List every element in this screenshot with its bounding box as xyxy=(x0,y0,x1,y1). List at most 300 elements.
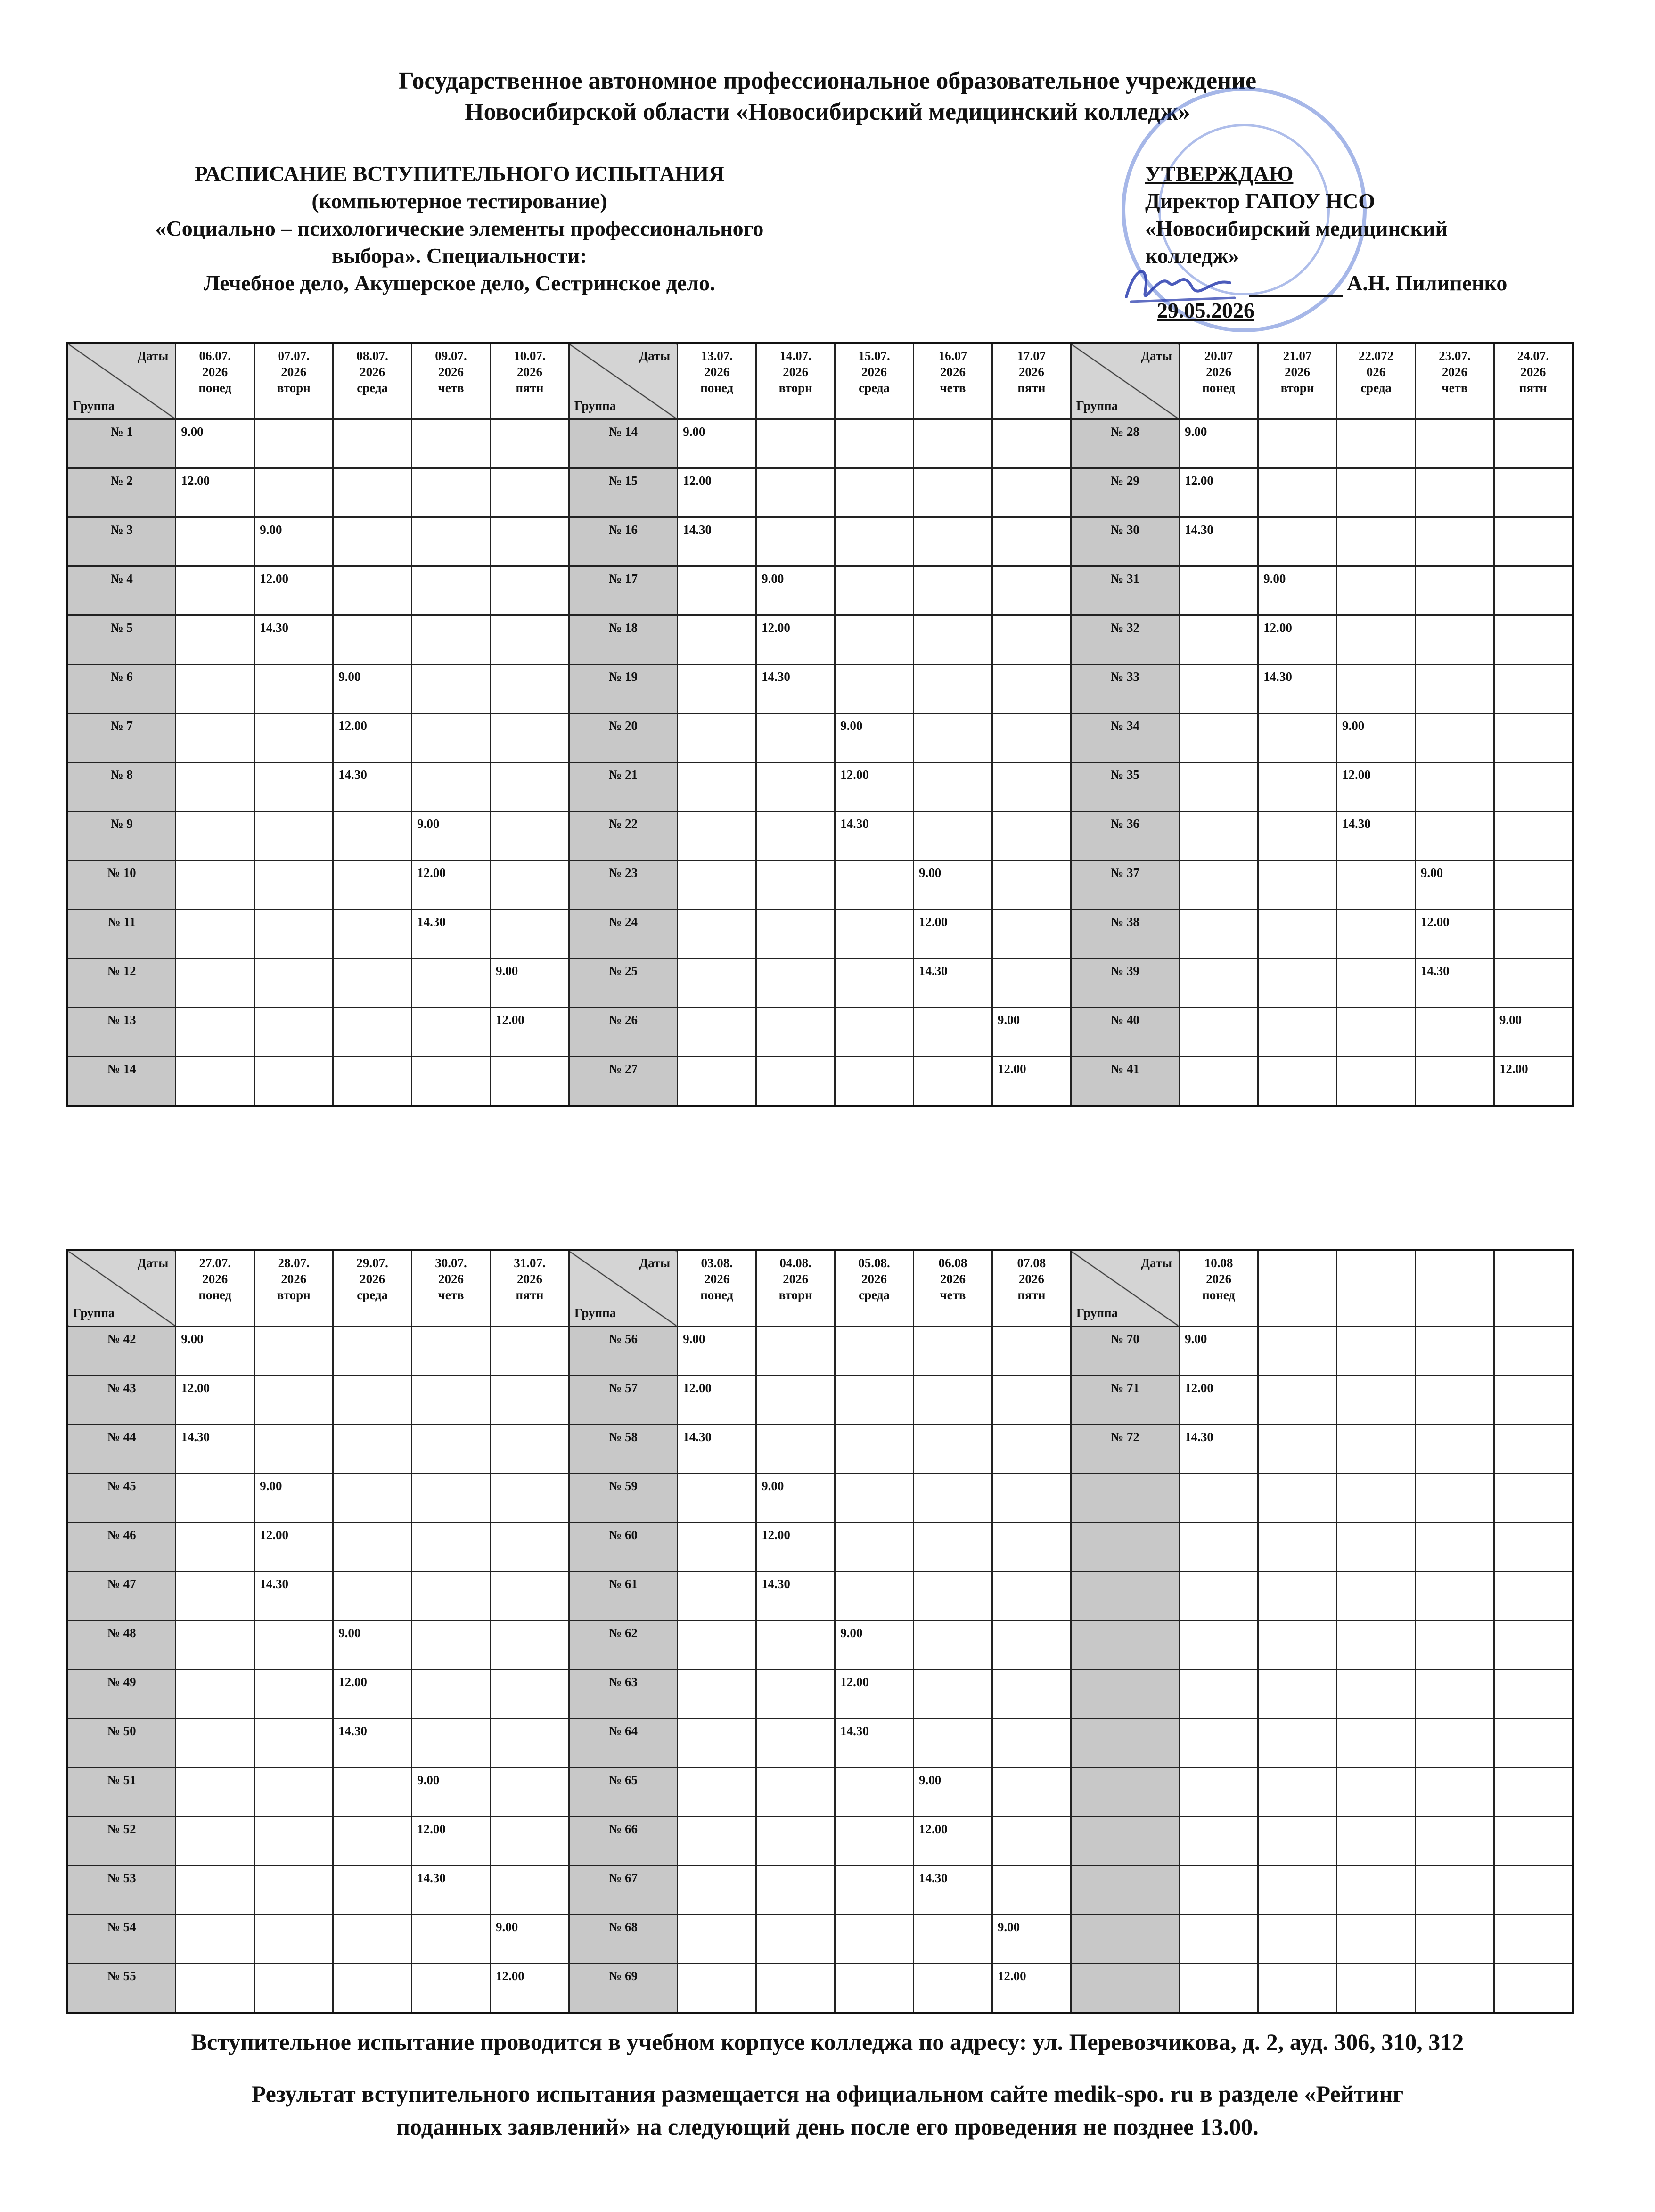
group-number-cell: № 37 xyxy=(1071,860,1179,909)
schedule-row xyxy=(67,959,1573,1008)
date-wd: понед xyxy=(700,1288,734,1302)
exam-time-cell xyxy=(835,1523,914,1572)
exam-time-cell xyxy=(491,1621,569,1670)
date-date: 07.07. xyxy=(278,349,310,363)
exam-time-cell xyxy=(756,713,835,762)
exam-time-cell xyxy=(1415,1670,1494,1719)
date-year: 2026 xyxy=(202,365,228,379)
exam-time-cell xyxy=(678,1719,756,1768)
exam-time-cell xyxy=(1258,1719,1337,1768)
exam-time-cell xyxy=(1337,419,1416,468)
exam-time-cell xyxy=(254,419,333,468)
exam-time-cell xyxy=(1258,1964,1337,2013)
exam-time-cell xyxy=(835,664,914,713)
exam-time-cell xyxy=(491,1670,569,1719)
exam-time-cell xyxy=(678,1768,756,1817)
exam-time-cell xyxy=(1258,1768,1337,1817)
schedule-row xyxy=(67,1572,1573,1621)
date-date: 09.07. xyxy=(435,349,467,363)
group-number-cell: № 56 xyxy=(569,1327,677,1376)
exam-time-cell xyxy=(1337,1327,1416,1376)
date-year: 2026 xyxy=(438,1272,464,1286)
exam-time-cell: 14.30 xyxy=(678,1425,756,1474)
exam-time-cell: 12.00 xyxy=(333,1670,412,1719)
exam-time-cell xyxy=(176,615,254,664)
dates-group-corner xyxy=(67,1250,176,1327)
date-header-cell xyxy=(1415,1250,1494,1327)
exam-time-cell xyxy=(914,664,992,713)
group-number-cell: № 24 xyxy=(569,909,677,959)
exam-time-cell xyxy=(254,1866,333,1915)
exam-time-cell xyxy=(678,762,756,811)
date-date: 14.07. xyxy=(779,349,811,363)
exam-time-cell xyxy=(992,1474,1071,1523)
exam-time-cell xyxy=(1337,1621,1416,1670)
exam-time-cell xyxy=(914,566,992,615)
exam-time-cell xyxy=(333,959,412,1008)
group-number-cell: № 19 xyxy=(569,664,677,713)
exam-time-cell xyxy=(1180,1474,1258,1523)
date-wd: среда xyxy=(859,381,890,395)
exam-time-cell: 9.00 xyxy=(678,419,756,468)
exam-time-cell xyxy=(491,1425,569,1474)
exam-time-cell: 14.30 xyxy=(835,1719,914,1768)
exam-time-cell xyxy=(1494,1376,1573,1425)
group-number-cell: № 38 xyxy=(1071,909,1179,959)
exam-time-cell xyxy=(1494,664,1573,713)
exam-time-cell xyxy=(1494,1523,1573,1572)
group-number-cell: № 29 xyxy=(1071,468,1179,517)
approval-signer-row xyxy=(1145,270,1569,297)
exam-location-note: Вступительное испытание проводится в учебном корпусе колледжа по адресу: ул. Перевозчикова, д. 2, ауд. 306, 310, 312 xyxy=(191,2029,1464,2055)
exam-time-cell xyxy=(1180,860,1258,909)
exam-time-cell xyxy=(756,1915,835,1964)
exam-time-cell xyxy=(1258,1008,1337,1057)
date-wd: четв xyxy=(438,381,464,395)
group-number-cell: № 39 xyxy=(1071,959,1179,1008)
exam-time-cell xyxy=(1258,1621,1337,1670)
group-number-cell: № 23 xyxy=(569,860,677,909)
exam-time-cell xyxy=(914,811,992,860)
exam-time-cell xyxy=(1494,1964,1573,2013)
date-year: 2026 xyxy=(281,1272,307,1286)
exam-time-cell xyxy=(992,1327,1071,1376)
exam-time-cell: 12.00 xyxy=(678,1376,756,1425)
dates-label: Даты xyxy=(1141,1256,1172,1270)
exam-time-cell xyxy=(835,1866,914,1915)
date-date: 16.07 xyxy=(938,349,967,363)
exam-time-cell xyxy=(914,419,992,468)
signature-line xyxy=(1249,277,1343,297)
exam-time-cell xyxy=(333,1817,412,1866)
group-number-cell xyxy=(1071,1719,1179,1768)
exam-time-cell xyxy=(1415,1866,1494,1915)
exam-time-cell xyxy=(1415,1474,1494,1523)
exam-time-cell xyxy=(254,1057,333,1106)
date-header-cell xyxy=(1180,1250,1258,1327)
exam-time-cell xyxy=(1337,517,1416,566)
group-number-cell: № 9 xyxy=(67,811,176,860)
exam-time-cell: 9.00 xyxy=(756,566,835,615)
exam-time-cell xyxy=(1180,1964,1258,2013)
group-number-cell: № 42 xyxy=(67,1327,176,1376)
date-header-cell xyxy=(1337,343,1416,419)
exam-time-cell xyxy=(1180,762,1258,811)
exam-time-cell xyxy=(1258,762,1337,811)
date-header-cell xyxy=(491,343,569,419)
exam-time-cell xyxy=(1494,1425,1573,1474)
exam-time-cell xyxy=(254,1376,333,1425)
exam-time-cell xyxy=(412,517,491,566)
date-wd: пятн xyxy=(1017,1288,1046,1302)
exam-time-cell xyxy=(1180,1719,1258,1768)
date-header-cell xyxy=(835,343,914,419)
exam-time-cell: 14.30 xyxy=(914,959,992,1008)
exam-time-cell xyxy=(412,1964,491,2013)
schedule-row xyxy=(67,1474,1573,1523)
exam-time-cell xyxy=(1415,468,1494,517)
exam-time-cell xyxy=(1415,1621,1494,1670)
exam-time-cell xyxy=(1337,959,1416,1008)
group-number-cell: № 68 xyxy=(569,1915,677,1964)
group-number-cell: № 21 xyxy=(569,762,677,811)
exam-time-cell xyxy=(176,517,254,566)
schedule-row xyxy=(67,811,1573,860)
exam-time-cell xyxy=(412,959,491,1008)
exam-time-cell: 9.00 xyxy=(1415,860,1494,909)
group-label: Группа xyxy=(1076,399,1118,413)
exam-time-cell xyxy=(678,1817,756,1866)
date-wd: пятн xyxy=(516,381,544,395)
exam-time-cell xyxy=(756,1670,835,1719)
exam-time-cell xyxy=(333,615,412,664)
exam-time-cell xyxy=(914,1425,992,1474)
exam-time-cell xyxy=(678,860,756,909)
group-number-cell: № 14 xyxy=(67,1057,176,1106)
group-number-cell: № 69 xyxy=(569,1964,677,2013)
dates-label: Даты xyxy=(137,1256,169,1270)
exam-time-cell xyxy=(176,959,254,1008)
dates-group-corner xyxy=(1071,1250,1179,1327)
exam-time-cell xyxy=(1494,1572,1573,1621)
exam-time-cell: 12.00 xyxy=(254,1523,333,1572)
exam-time-cell: 14.30 xyxy=(333,762,412,811)
exam-time-cell xyxy=(1258,517,1337,566)
exam-time-cell xyxy=(914,468,992,517)
group-number-cell: № 14 xyxy=(569,419,677,468)
exam-time-cell xyxy=(1337,1915,1416,1964)
exam-time-cell xyxy=(1337,1008,1416,1057)
exam-time-cell xyxy=(1180,1621,1258,1670)
exam-time-cell xyxy=(491,615,569,664)
group-number-cell: № 51 xyxy=(67,1768,176,1817)
exam-time-cell xyxy=(992,811,1071,860)
exam-time-cell xyxy=(254,713,333,762)
exam-time-cell xyxy=(412,615,491,664)
exam-time-cell xyxy=(412,1523,491,1572)
date-wd: четв xyxy=(940,1288,966,1302)
date-date: 08.07. xyxy=(356,349,388,363)
exam-time-cell xyxy=(254,909,333,959)
exam-time-cell xyxy=(1180,1915,1258,1964)
date-wd: пятн xyxy=(516,1288,544,1302)
exam-time-cell xyxy=(678,664,756,713)
exam-time-cell xyxy=(491,517,569,566)
date-date: 30.07. xyxy=(435,1256,467,1270)
group-number-cell: № 44 xyxy=(67,1425,176,1474)
exam-time-cell xyxy=(333,517,412,566)
group-number-cell: № 55 xyxy=(67,1964,176,2013)
exam-time-cell xyxy=(491,1768,569,1817)
dates-group-corner xyxy=(569,343,677,419)
exam-time-cell xyxy=(835,1572,914,1621)
date-date: 23.07. xyxy=(1439,349,1471,363)
exam-time-cell xyxy=(992,1719,1071,1768)
exam-time-cell xyxy=(835,1474,914,1523)
exam-time-cell xyxy=(678,1670,756,1719)
exam-time-cell: 12.00 xyxy=(412,1817,491,1866)
date-header-cell xyxy=(1415,343,1494,419)
exam-time-cell xyxy=(914,1008,992,1057)
group-number-cell: № 26 xyxy=(569,1008,677,1057)
exam-time-cell xyxy=(176,1964,254,2013)
exam-time-cell: 9.00 xyxy=(254,1474,333,1523)
exam-time-cell xyxy=(412,419,491,468)
exam-time-cell xyxy=(835,1008,914,1057)
exam-time-cell xyxy=(678,566,756,615)
group-number-cell: № 27 xyxy=(569,1057,677,1106)
exam-time-cell xyxy=(491,860,569,909)
exam-time-cell xyxy=(333,1376,412,1425)
date-header-cell xyxy=(914,343,992,419)
exam-time-cell xyxy=(254,959,333,1008)
dates-label: Даты xyxy=(639,349,671,363)
exam-time-cell xyxy=(992,1768,1071,1817)
approval-date: 29.05.2026 xyxy=(1157,298,1254,322)
exam-time-cell xyxy=(678,1008,756,1057)
exam-time-cell: 12.00 xyxy=(835,1670,914,1719)
exam-time-cell: 12.00 xyxy=(333,713,412,762)
exam-time-cell xyxy=(1415,566,1494,615)
exam-time-cell xyxy=(1180,1866,1258,1915)
group-number-cell: № 33 xyxy=(1071,664,1179,713)
date-header-cell xyxy=(254,1250,333,1327)
exam-time-cell xyxy=(254,1915,333,1964)
exam-time-cell xyxy=(491,1376,569,1425)
exam-time-cell: 12.00 xyxy=(176,468,254,517)
approval-org-line-1: «Новосибирский медицинский xyxy=(1145,216,1448,240)
exam-time-cell xyxy=(1180,1523,1258,1572)
exam-time-cell xyxy=(491,1866,569,1915)
exam-time-cell xyxy=(756,811,835,860)
exam-time-cell: 14.30 xyxy=(1415,959,1494,1008)
date-date: 10.07. xyxy=(514,349,546,363)
exam-time-cell: 12.00 xyxy=(914,1817,992,1866)
exam-time-cell xyxy=(914,762,992,811)
exam-time-cell xyxy=(835,468,914,517)
exam-time-cell xyxy=(678,1523,756,1572)
date-date: 28.07. xyxy=(278,1256,310,1270)
exam-time-cell: 12.00 xyxy=(678,468,756,517)
schedule-row xyxy=(67,1915,1573,1964)
date-year: 2026 xyxy=(783,365,809,379)
date-header-cell xyxy=(333,1250,412,1327)
date-header-cell xyxy=(1258,343,1337,419)
exam-time-cell xyxy=(491,468,569,517)
date-header-cell xyxy=(412,1250,491,1327)
group-number-cell: № 2 xyxy=(67,468,176,517)
exam-time-cell xyxy=(1180,713,1258,762)
exam-time-cell xyxy=(835,1915,914,1964)
date-year: 2026 xyxy=(704,365,730,379)
exam-time-cell xyxy=(1337,1572,1416,1621)
group-number-cell xyxy=(1071,1817,1179,1866)
exam-time-cell xyxy=(678,1621,756,1670)
group-number-cell: № 11 xyxy=(67,909,176,959)
date-year: 2026 xyxy=(704,1272,730,1286)
exam-time-cell xyxy=(992,1866,1071,1915)
exam-time-cell xyxy=(333,1008,412,1057)
exam-time-cell xyxy=(1494,959,1573,1008)
exam-time-cell xyxy=(1258,860,1337,909)
exam-time-cell xyxy=(1337,615,1416,664)
exam-time-cell xyxy=(914,1327,992,1376)
group-number-cell: № 63 xyxy=(569,1670,677,1719)
exam-time-cell xyxy=(756,1376,835,1425)
exam-time-cell: 9.00 xyxy=(333,1621,412,1670)
exam-time-cell xyxy=(1180,664,1258,713)
exam-time-cell xyxy=(333,860,412,909)
date-year: 2026 xyxy=(360,365,385,379)
exam-time-cell xyxy=(176,1621,254,1670)
exam-time-cell xyxy=(1494,1327,1573,1376)
date-year: 2026 xyxy=(1285,365,1311,379)
approval-signer: А.Н. Пилипенко xyxy=(1347,271,1508,295)
date-year: 2026 xyxy=(861,1272,887,1286)
exam-time-cell xyxy=(678,909,756,959)
schedule-title: РАСПИСАНИЕ ВСТУПИТЕЛЬНОГО ИСПЫТАНИЯ xyxy=(194,162,725,186)
exam-time-cell: 9.00 xyxy=(914,1768,992,1817)
schedule-row xyxy=(67,1425,1573,1474)
group-number-cell xyxy=(1071,1523,1179,1572)
exam-time-cell xyxy=(1337,909,1416,959)
exam-time-cell xyxy=(1258,1425,1337,1474)
exam-time-cell: 14.30 xyxy=(254,1572,333,1621)
exam-time-cell xyxy=(756,1866,835,1915)
exam-time-cell xyxy=(176,811,254,860)
exam-time-cell: 9.00 xyxy=(491,959,569,1008)
institution-line-1: Государственное автономное профессиональное образовательное учреждение xyxy=(398,67,1257,94)
exam-time-cell: 9.00 xyxy=(412,811,491,860)
exam-time-cell xyxy=(992,1621,1071,1670)
exam-time-cell xyxy=(756,1621,835,1670)
exam-time-cell xyxy=(1258,1915,1337,1964)
date-date: 20.07 xyxy=(1204,349,1233,363)
exam-time-cell xyxy=(835,1327,914,1376)
exam-time-cell xyxy=(1337,1817,1416,1866)
exam-time-cell xyxy=(835,1817,914,1866)
group-number-cell: № 5 xyxy=(67,615,176,664)
group-number-cell: № 1 xyxy=(67,419,176,468)
exam-time-cell: 9.00 xyxy=(412,1768,491,1817)
exam-time-cell: 9.00 xyxy=(992,1008,1071,1057)
group-number-cell: № 66 xyxy=(569,1817,677,1866)
date-wd: пятн xyxy=(1519,381,1547,395)
schedule-row xyxy=(67,1376,1573,1425)
group-number-cell xyxy=(1071,1621,1179,1670)
exam-time-cell xyxy=(491,1523,569,1572)
exam-time-cell xyxy=(333,1425,412,1474)
date-year: 2026 xyxy=(1442,365,1467,379)
exam-time-cell xyxy=(914,1057,992,1106)
date-header-cell xyxy=(756,1250,835,1327)
exam-time-cell xyxy=(1337,664,1416,713)
exam-time-cell xyxy=(835,860,914,909)
exam-time-cell xyxy=(835,517,914,566)
exam-time-cell xyxy=(254,1817,333,1866)
exam-time-cell xyxy=(491,762,569,811)
exam-time-cell xyxy=(678,1915,756,1964)
group-number-cell xyxy=(1071,1915,1179,1964)
exam-time-cell xyxy=(1337,1866,1416,1915)
exam-time-cell xyxy=(1337,1425,1416,1474)
exam-time-cell xyxy=(914,1621,992,1670)
exam-time-cell xyxy=(254,664,333,713)
exam-time-cell xyxy=(1258,1670,1337,1719)
exam-time-cell xyxy=(992,566,1071,615)
exam-time-cell: 12.00 xyxy=(1180,1376,1258,1425)
exam-time-cell xyxy=(176,713,254,762)
schedule-row xyxy=(67,1523,1573,1572)
exam-time-cell xyxy=(1415,1768,1494,1817)
exam-time-cell xyxy=(756,1964,835,2013)
exam-time-cell xyxy=(176,1523,254,1572)
exam-time-cell xyxy=(1337,468,1416,517)
exam-time-cell xyxy=(1258,1376,1337,1425)
exam-time-cell xyxy=(835,1425,914,1474)
exam-time-cell xyxy=(678,959,756,1008)
exam-time-cell xyxy=(835,1964,914,2013)
exam-time-cell xyxy=(491,1057,569,1106)
schedule-row xyxy=(67,1768,1573,1817)
exam-time-cell xyxy=(333,811,412,860)
exam-time-cell xyxy=(176,1866,254,1915)
exam-time-cell xyxy=(1258,1327,1337,1376)
exam-time-cell xyxy=(1415,1523,1494,1572)
exam-time-cell xyxy=(678,713,756,762)
exam-time-cell: 12.00 xyxy=(1258,615,1337,664)
exam-time-cell xyxy=(992,1572,1071,1621)
exam-time-cell xyxy=(333,1768,412,1817)
date-header-cell xyxy=(756,343,835,419)
exam-time-cell xyxy=(914,1376,992,1425)
exam-time-cell xyxy=(333,1572,412,1621)
exam-time-cell xyxy=(835,959,914,1008)
exam-time-cell xyxy=(176,1670,254,1719)
date-year: 2026 xyxy=(1018,1272,1044,1286)
exam-time-cell xyxy=(914,1670,992,1719)
exam-time-cell: 9.00 xyxy=(1258,566,1337,615)
exam-time-cell xyxy=(491,811,569,860)
exam-time-cell xyxy=(1180,1572,1258,1621)
dates-group-corner xyxy=(1071,343,1179,419)
exam-time-cell xyxy=(412,1572,491,1621)
exam-time-cell xyxy=(1494,1719,1573,1768)
date-year: 2026 xyxy=(1206,1272,1232,1286)
date-date: 21.07 xyxy=(1283,349,1312,363)
exam-time-cell xyxy=(914,615,992,664)
exam-time-cell xyxy=(835,615,914,664)
